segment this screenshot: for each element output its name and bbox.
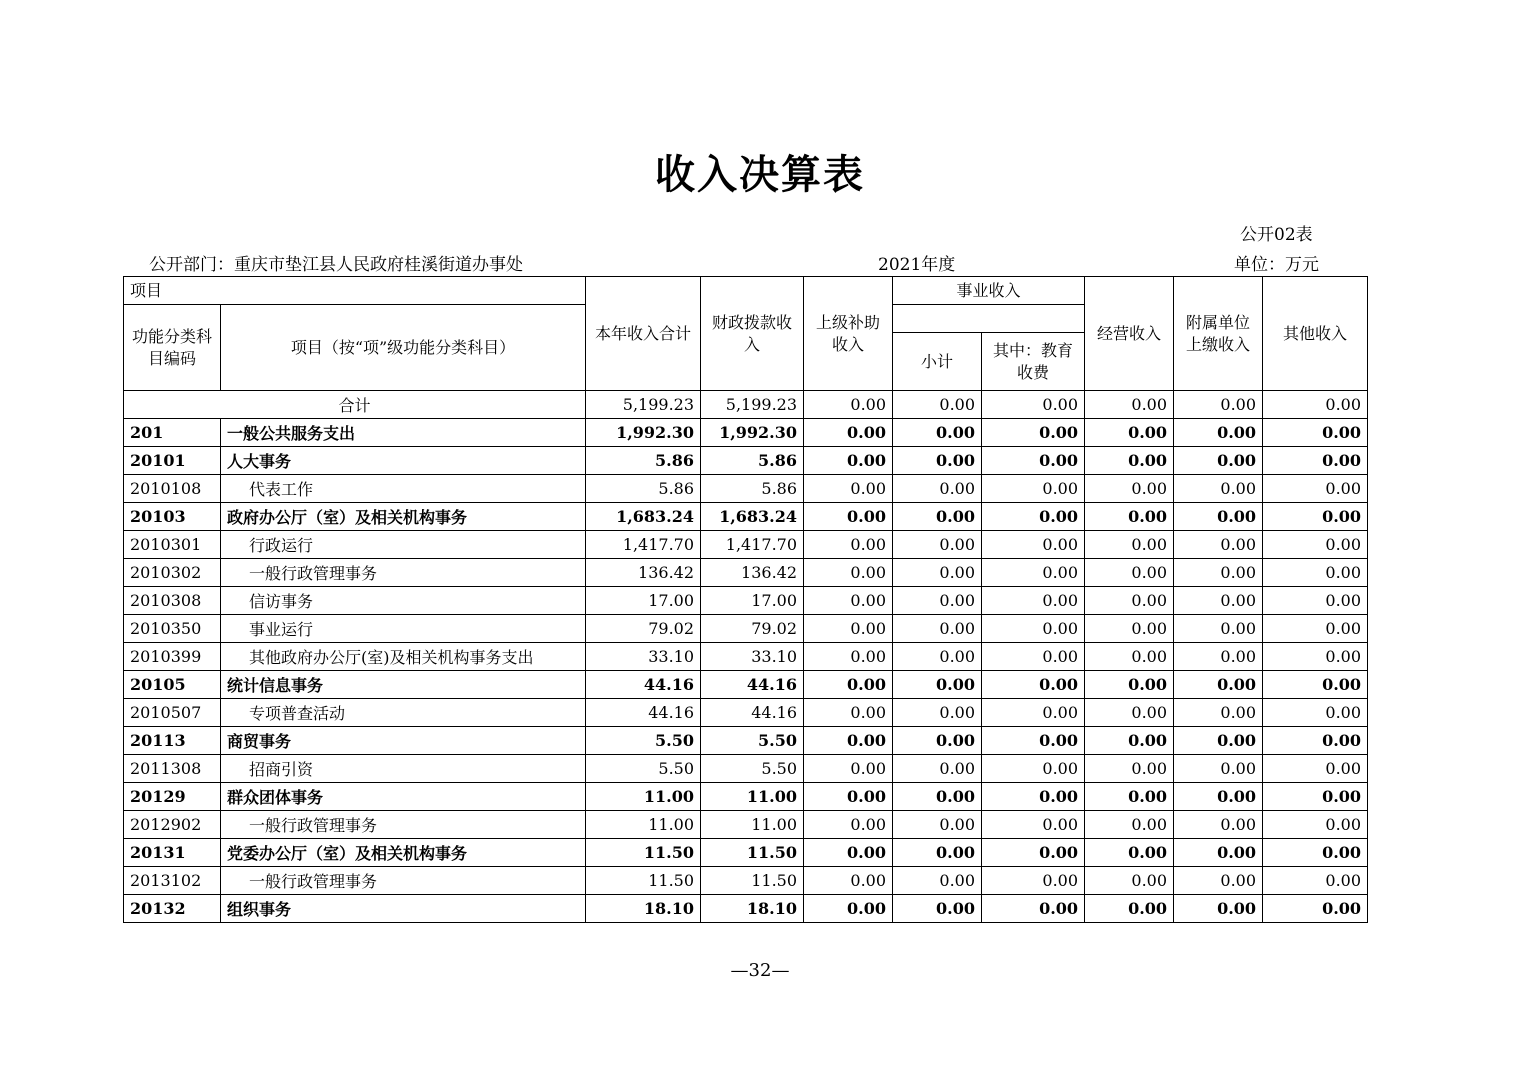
row-code: 2010507 (124, 699, 221, 727)
row-value: 0.00 (1263, 727, 1368, 755)
row-value: 0.00 (1085, 419, 1174, 447)
total-cell: 5,199.23 (586, 391, 701, 419)
row-value: 5.50 (701, 755, 804, 783)
row-value: 0.00 (804, 475, 893, 503)
row-code: 20103 (124, 503, 221, 531)
row-value: 0.00 (1263, 419, 1368, 447)
row-value: 0.00 (1174, 475, 1263, 503)
row-value: 5.86 (586, 475, 701, 503)
row-name: 其他政府办公厅(室)及相关机构事务支出 (221, 643, 586, 671)
row-value: 0.00 (982, 895, 1085, 923)
row-name: 统计信息事务 (221, 671, 586, 699)
row-value: 0.00 (893, 755, 982, 783)
row-value: 1,683.24 (586, 503, 701, 531)
row-value: 0.00 (982, 503, 1085, 531)
row-value: 17.00 (586, 587, 701, 615)
row-name: 事业运行 (221, 615, 586, 643)
row-name: 专项普查活动 (221, 699, 586, 727)
row-value: 5.50 (701, 727, 804, 755)
row-name: 一般行政管理事务 (221, 867, 586, 895)
row-value: 0.00 (982, 531, 1085, 559)
row-name: 商贸事务 (221, 727, 586, 755)
row-name: 行政运行 (221, 531, 586, 559)
row-value: 0.00 (1085, 615, 1174, 643)
row-value: 0.00 (982, 699, 1085, 727)
total-cell: 0.00 (893, 391, 982, 419)
row-value: 0.00 (1263, 671, 1368, 699)
row-value: 0.00 (893, 727, 982, 755)
row-code: 20129 (124, 783, 221, 811)
row-value: 0.00 (1085, 783, 1174, 811)
row-value: 0.00 (893, 615, 982, 643)
table-header (124, 277, 1368, 391)
row-value: 0.00 (1085, 839, 1174, 867)
row-code: 2011308 (124, 755, 221, 783)
table-body (124, 391, 1368, 923)
total-cell: 5,199.23 (701, 391, 804, 419)
total-label: 合计 (124, 391, 586, 419)
row-name: 群众团体事务 (221, 783, 586, 811)
row-value: 0.00 (1085, 867, 1174, 895)
header-total: 本年收入合计 (586, 277, 701, 391)
row-value: 0.00 (982, 839, 1085, 867)
row-value: 44.16 (701, 699, 804, 727)
row-value: 33.10 (586, 643, 701, 671)
row-name: 组织事务 (221, 895, 586, 923)
row-value: 0.00 (1263, 755, 1368, 783)
row-value: 0.00 (893, 503, 982, 531)
row-value: 11.00 (701, 811, 804, 839)
row-value: 0.00 (893, 419, 982, 447)
header-affiliated: 附属单位上缴收入 (1174, 277, 1263, 391)
row-name: 招商引资 (221, 755, 586, 783)
row-value: 0.00 (1263, 587, 1368, 615)
row-value: 0.00 (804, 559, 893, 587)
table-row (124, 503, 1368, 531)
row-value: 0.00 (982, 475, 1085, 503)
row-value: 0.00 (1085, 503, 1174, 531)
row-value: 1,683.24 (701, 503, 804, 531)
form-number: 公开02表 (1240, 225, 1313, 245)
row-value: 11.50 (586, 867, 701, 895)
row-value: 0.00 (982, 783, 1085, 811)
table-row (124, 447, 1368, 475)
row-value: 0.00 (893, 475, 982, 503)
table-row (124, 419, 1368, 447)
row-value: 0.00 (1085, 895, 1174, 923)
total-cell: 0.00 (1085, 391, 1174, 419)
row-code: 20113 (124, 727, 221, 755)
header-fiscal: 财政拨款收入 (701, 277, 804, 391)
row-value: 0.00 (893, 559, 982, 587)
row-code: 20131 (124, 839, 221, 867)
page-title: 收入决算表 (655, 151, 865, 198)
row-value: 0.00 (804, 895, 893, 923)
row-value: 0.00 (1263, 503, 1368, 531)
row-value: 0.00 (1174, 783, 1263, 811)
row-name: 人大事务 (221, 447, 586, 475)
table-row (124, 475, 1368, 503)
table-row (124, 671, 1368, 699)
row-value: 0.00 (804, 671, 893, 699)
header-education: 其中：教育收费 (982, 333, 1085, 391)
row-value: 0.00 (1263, 699, 1368, 727)
row-value: 0.00 (1263, 867, 1368, 895)
row-value: 0.00 (982, 587, 1085, 615)
row-code: 2012902 (124, 811, 221, 839)
table-row (124, 727, 1368, 755)
row-code: 2010350 (124, 615, 221, 643)
row-value: 0.00 (893, 839, 982, 867)
row-value: 0.00 (804, 839, 893, 867)
row-value: 0.00 (1174, 895, 1263, 923)
total-cell: 0.00 (804, 391, 893, 419)
row-code: 2010108 (124, 475, 221, 503)
header-business: 事业收入 (893, 277, 1085, 305)
row-value: 0.00 (1085, 475, 1174, 503)
row-value: 44.16 (586, 671, 701, 699)
row-value: 0.00 (1263, 895, 1368, 923)
row-value: 0.00 (1263, 811, 1368, 839)
row-value: 44.16 (701, 671, 804, 699)
income-settlement-table (123, 276, 1368, 923)
row-value: 11.00 (701, 783, 804, 811)
department-label: 公开部门：重庆市垫江县人民政府桂溪街道办事处 (149, 255, 523, 275)
row-value: 0.00 (982, 447, 1085, 475)
table-row (124, 755, 1368, 783)
row-value: 0.00 (982, 867, 1085, 895)
row-value: 0.00 (1085, 811, 1174, 839)
row-value: 0.00 (804, 587, 893, 615)
row-value: 0.00 (893, 531, 982, 559)
row-code: 2010308 (124, 587, 221, 615)
row-name: 党委办公厅（室）及相关机构事务 (221, 839, 586, 867)
unit-label: 单位：万元 (1234, 255, 1319, 275)
row-value: 0.00 (804, 783, 893, 811)
row-value: 0.00 (1174, 503, 1263, 531)
row-value: 0.00 (804, 755, 893, 783)
row-value: 1,992.30 (701, 419, 804, 447)
row-value: 0.00 (1263, 643, 1368, 671)
row-value: 0.00 (1174, 587, 1263, 615)
row-code: 2010301 (124, 531, 221, 559)
row-value: 0.00 (893, 811, 982, 839)
row-value: 0.00 (804, 447, 893, 475)
row-value: 0.00 (1174, 727, 1263, 755)
row-value: 0.00 (982, 755, 1085, 783)
header-item: 项目 (124, 277, 586, 305)
row-name: 一般行政管理事务 (221, 811, 586, 839)
row-value: 0.00 (1174, 755, 1263, 783)
row-value: 0.00 (982, 671, 1085, 699)
row-value: 0.00 (804, 419, 893, 447)
row-value: 79.02 (586, 615, 701, 643)
row-value: 0.00 (1263, 559, 1368, 587)
row-value: 1,417.70 (586, 531, 701, 559)
row-code: 2010399 (124, 643, 221, 671)
row-value: 0.00 (1174, 615, 1263, 643)
total-cell: 0.00 (1174, 391, 1263, 419)
row-value: 0.00 (1085, 531, 1174, 559)
header-other: 其他收入 (1263, 277, 1368, 391)
header-superior: 上级补助收入 (804, 277, 893, 391)
row-value: 0.00 (1174, 839, 1263, 867)
row-value: 0.00 (1085, 727, 1174, 755)
row-value: 33.10 (701, 643, 804, 671)
row-value: 0.00 (1174, 643, 1263, 671)
header-subtotal: 小计 (893, 333, 982, 391)
row-value: 1,417.70 (701, 531, 804, 559)
header-operating: 经营收入 (1085, 277, 1174, 391)
row-value: 1,992.30 (586, 419, 701, 447)
header-name: 项目（按“项”级功能分类科目） (221, 305, 586, 391)
table-row (124, 783, 1368, 811)
row-value: 0.00 (1085, 559, 1174, 587)
table-row (124, 839, 1368, 867)
row-value: 0.00 (1174, 531, 1263, 559)
row-code: 2010302 (124, 559, 221, 587)
row-code: 2013102 (124, 867, 221, 895)
row-value: 0.00 (804, 615, 893, 643)
row-value: 11.50 (586, 839, 701, 867)
row-value: 0.00 (893, 783, 982, 811)
row-value: 0.00 (804, 867, 893, 895)
table-row (124, 615, 1368, 643)
row-value: 79.02 (701, 615, 804, 643)
row-value: 0.00 (804, 503, 893, 531)
row-value: 136.42 (701, 559, 804, 587)
row-value: 17.00 (701, 587, 804, 615)
row-value: 0.00 (1174, 559, 1263, 587)
row-code: 201 (124, 419, 221, 447)
row-value: 0.00 (1174, 447, 1263, 475)
header-code: 功能分类科目编码 (124, 305, 221, 391)
row-name: 政府办公厅（室）及相关机构事务 (221, 503, 586, 531)
row-value: 0.00 (982, 615, 1085, 643)
row-value: 11.00 (586, 811, 701, 839)
row-value: 5.86 (701, 475, 804, 503)
row-value: 0.00 (804, 811, 893, 839)
row-value: 0.00 (1263, 783, 1368, 811)
row-value: 0.00 (804, 727, 893, 755)
row-name: 代表工作 (221, 475, 586, 503)
row-value: 0.00 (982, 727, 1085, 755)
row-value: 0.00 (1174, 671, 1263, 699)
row-value: 5.50 (586, 727, 701, 755)
row-value: 11.50 (701, 839, 804, 867)
row-value: 0.00 (982, 559, 1085, 587)
row-value: 0.00 (1174, 699, 1263, 727)
row-value: 0.00 (1085, 755, 1174, 783)
row-value: 0.00 (1174, 867, 1263, 895)
row-value: 0.00 (804, 699, 893, 727)
table-row (124, 867, 1368, 895)
row-value: 0.00 (1085, 643, 1174, 671)
table-row (124, 559, 1368, 587)
row-value: 0.00 (1263, 615, 1368, 643)
row-value: 0.00 (982, 811, 1085, 839)
row-value: 5.86 (701, 447, 804, 475)
row-value: 0.00 (1174, 419, 1263, 447)
row-name: 一般公共服务支出 (221, 419, 586, 447)
table-row (124, 699, 1368, 727)
page-number: —32— (730, 960, 790, 981)
row-value: 0.00 (982, 419, 1085, 447)
total-cell: 0.00 (1263, 391, 1368, 419)
table-row (124, 895, 1368, 923)
row-value: 0.00 (804, 531, 893, 559)
row-value: 0.00 (1263, 447, 1368, 475)
row-value: 11.50 (701, 867, 804, 895)
row-value: 0.00 (1263, 839, 1368, 867)
row-value: 0.00 (893, 643, 982, 671)
table-row (124, 643, 1368, 671)
row-value: 18.10 (586, 895, 701, 923)
row-value: 0.00 (1085, 699, 1174, 727)
row-name: 信访事务 (221, 587, 586, 615)
row-value: 0.00 (893, 587, 982, 615)
table-row (124, 531, 1368, 559)
table-row (124, 587, 1368, 615)
row-name: 一般行政管理事务 (221, 559, 586, 587)
row-value: 0.00 (1085, 671, 1174, 699)
row-value: 5.50 (586, 755, 701, 783)
row-value: 0.00 (1174, 811, 1263, 839)
row-value: 136.42 (586, 559, 701, 587)
total-row (124, 391, 1368, 419)
row-value: 0.00 (804, 643, 893, 671)
row-code: 20105 (124, 671, 221, 699)
row-value: 0.00 (893, 895, 982, 923)
row-value: 0.00 (1085, 447, 1174, 475)
row-value: 44.16 (586, 699, 701, 727)
total-cell: 0.00 (982, 391, 1085, 419)
row-value: 0.00 (982, 643, 1085, 671)
row-value: 0.00 (893, 867, 982, 895)
row-value: 11.00 (586, 783, 701, 811)
row-value: 0.00 (893, 671, 982, 699)
row-value: 0.00 (1263, 531, 1368, 559)
fiscal-year-label: 2021年度 (878, 255, 956, 275)
row-code: 20132 (124, 895, 221, 923)
row-value: 18.10 (701, 895, 804, 923)
table-row (124, 811, 1368, 839)
row-value: 0.00 (893, 699, 982, 727)
row-code: 20101 (124, 447, 221, 475)
row-value: 0.00 (893, 447, 982, 475)
row-value: 0.00 (1085, 587, 1174, 615)
row-value: 5.86 (586, 447, 701, 475)
row-value: 0.00 (1263, 475, 1368, 503)
